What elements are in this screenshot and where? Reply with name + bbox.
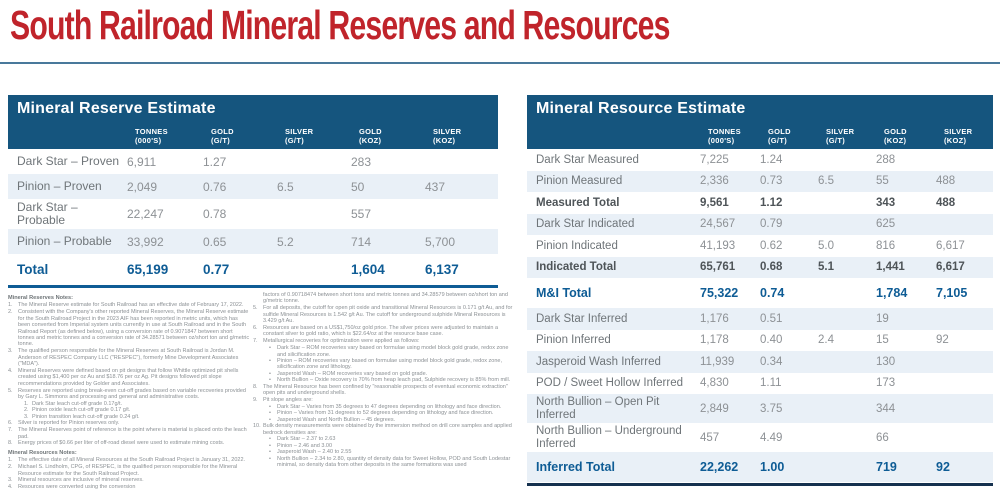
note-sub-marker: 3. xyxy=(24,413,29,420)
cell-value: 344 xyxy=(876,402,896,415)
column-header xyxy=(202,127,276,145)
note-sub-text: Pinion – Varies from 31 degrees to 52 degrees depending on lithology and face direction. xyxy=(277,410,494,417)
row-label: North Bullion – Open Pit Inferred xyxy=(536,396,660,421)
cell-value: 1,178 xyxy=(700,334,729,347)
note-item xyxy=(253,338,517,344)
note-number: 4. xyxy=(8,367,13,374)
cell-value: 343 xyxy=(876,196,896,209)
cell-value: 437 xyxy=(425,179,446,194)
note-sub-text: North Bullion – Oxide recovery is 70% from heap leach pad, Sulphide recovery is 85% from mill. xyxy=(277,377,511,384)
note-sub-text: Dark Star – 2.37 to 2.63 xyxy=(277,436,336,443)
note-number: 5. xyxy=(8,387,13,394)
cell-value: 7,225 xyxy=(700,153,729,166)
note-item xyxy=(253,325,517,338)
note-number: 1. xyxy=(8,457,13,464)
cell-value: 130 xyxy=(876,355,896,368)
column-header-unit: (G/T) xyxy=(211,135,230,145)
cell-value: 1.00 xyxy=(760,460,785,474)
cell-value: 488 xyxy=(936,196,956,209)
note-text: Bulk density measurements were obtained by the immersion method on drill core samples and applied bedrock densities are: xyxy=(263,423,512,436)
row-label: Dark Star – Proven xyxy=(17,154,120,168)
note-text: Pit slope angles are: xyxy=(263,397,313,403)
cell-value: 9,561 xyxy=(700,196,729,209)
column-header-unit: (G/T) xyxy=(285,135,304,145)
row-label: M&I Total xyxy=(536,285,592,300)
cell-value: 816 xyxy=(876,239,896,252)
table-row xyxy=(8,149,498,174)
note-sub-text: Dark Star – ROM recoveries vary based on formulae using model block gold grade, redox zone and silicification zone. xyxy=(277,345,509,358)
note-sub-text: Dark Star leach cut-off grade 0.17g/t. xyxy=(32,401,123,407)
cell-value: 24,567 xyxy=(700,218,736,231)
note-number: 8. xyxy=(253,383,258,390)
cell-value: 15 xyxy=(876,334,889,347)
note-item xyxy=(8,457,250,463)
cell-value: 0.74 xyxy=(760,286,785,300)
cell-value: 714 xyxy=(351,234,372,249)
column-header-unit: (KOZ) xyxy=(359,135,382,145)
cell-value: 1,784 xyxy=(876,286,908,300)
table-row xyxy=(527,452,993,482)
note-sub-marker: • xyxy=(269,358,271,365)
cell-value: 0.34 xyxy=(760,355,783,368)
cell-value: 1.24 xyxy=(760,153,783,166)
cell-value xyxy=(817,201,875,205)
mineral-reserve-table xyxy=(8,95,498,288)
note-sub-marker: • xyxy=(269,377,271,384)
cell-value: 0.73 xyxy=(760,175,783,188)
row-label: Dark Star Indicated xyxy=(536,218,635,230)
table-row xyxy=(527,192,993,214)
column-header-label: GOLD xyxy=(768,126,791,136)
note-number: 2. xyxy=(8,464,13,471)
cell-value: 50 xyxy=(351,179,365,194)
cell-value: 65,761 xyxy=(700,261,736,274)
note-text: Reserves are reported using break-even cut-off grades based on variable recoveries provided by Gary L. Simmons and processing and general and administrative costs. xyxy=(18,387,246,401)
cell-value: 19 xyxy=(876,312,889,325)
cell-value: 2,336 xyxy=(700,175,729,188)
column-header-unit: (KOZ) xyxy=(433,135,456,145)
note-text: Resources were converted using the conversion xyxy=(18,484,136,491)
cell-value: 0.76 xyxy=(203,179,227,194)
cell-value: 6,137 xyxy=(425,261,459,277)
note-sub-marker: • xyxy=(269,410,271,417)
note-number: 5. xyxy=(253,305,258,312)
note-number: 1. xyxy=(8,302,13,309)
column-header-label: SILVER xyxy=(826,126,855,136)
cell-value xyxy=(817,465,875,469)
cell-value: 65,199 xyxy=(127,261,169,277)
note-number: 10. xyxy=(253,423,261,430)
cell-value xyxy=(935,222,993,226)
note-item xyxy=(8,484,250,490)
cell-value: 5.1 xyxy=(818,261,834,274)
note-text: The Mineral Reserve estimate for South Railroad has an effective date of February 17, 2022. xyxy=(18,302,244,309)
note-text: The effective date of all Mineral Resources at the South Railroad Project is January 31, 2022. xyxy=(18,457,246,464)
note-number: 2. xyxy=(8,309,13,316)
cell-value: 719 xyxy=(876,460,897,474)
note-item xyxy=(8,464,250,477)
notes-column-1 xyxy=(8,292,250,491)
row-label: POD / Sweet Hollow Inferred xyxy=(536,377,684,389)
cell-value xyxy=(935,381,993,385)
table-row xyxy=(8,229,498,254)
note-sub-marker: • xyxy=(269,436,271,443)
row-label: Jasperoid Wash Inferred xyxy=(536,355,661,368)
cell-value: 55 xyxy=(876,175,889,188)
cell-value xyxy=(276,160,350,164)
column-header xyxy=(350,127,424,145)
column-header xyxy=(699,127,759,145)
cell-value: 4,830 xyxy=(700,377,729,390)
cell-value: 2.4 xyxy=(818,334,834,347)
cell-value: 457 xyxy=(700,431,720,444)
row-label: Pinion – Proven xyxy=(17,179,102,193)
notes-heading: Mineral Resources Notes: xyxy=(8,449,77,456)
note-number: 9. xyxy=(253,397,258,403)
cell-value: 0.77 xyxy=(203,261,230,277)
note-subitem xyxy=(269,456,517,469)
cell-value xyxy=(935,360,993,364)
note-number: 4. xyxy=(8,484,13,491)
note-sub-text: Dark Star – Varies from 35 degrees to 47 degrees depending on lithology and face direction. xyxy=(277,403,502,410)
cell-value: 5,700 xyxy=(425,234,456,249)
cell-value xyxy=(935,317,993,321)
note-item xyxy=(253,305,517,324)
cell-value: 4.49 xyxy=(760,431,783,444)
column-header-unit: (000'S) xyxy=(708,135,735,145)
note-text: Energy prices of $0.66 per liter of off-road diesel were used to estimate mining costs. xyxy=(18,440,225,447)
cell-value: 1,176 xyxy=(700,312,729,325)
note-number: 3. xyxy=(8,348,13,355)
cell-value: 6,911 xyxy=(127,154,157,169)
note-text: Mineral resources are inclusive of mineral reserves. xyxy=(18,477,144,484)
table-row xyxy=(527,171,993,193)
note-item xyxy=(8,368,250,387)
cell-value xyxy=(276,212,350,216)
table-row xyxy=(527,394,993,423)
column-header-label: SILVER xyxy=(944,126,973,136)
cell-value: 1.27 xyxy=(203,154,227,169)
cell-value: 0.65 xyxy=(203,234,227,249)
cell-value xyxy=(935,407,993,411)
note-text: Silver is reported for Pinion reserves only. xyxy=(18,420,120,427)
cell-value: 0.51 xyxy=(760,312,783,325)
cell-value xyxy=(817,158,875,162)
note-sub-text: Jasperoid Wash – ROM recoveries vary based on gold grade. xyxy=(277,370,428,377)
cell-value: 1,604 xyxy=(351,261,385,277)
table-row xyxy=(527,235,993,257)
column-header-unit: (KOZ) xyxy=(884,135,907,145)
cell-value: 1,441 xyxy=(876,261,905,274)
cell-value xyxy=(276,267,350,271)
cell-value: 92 xyxy=(936,460,950,474)
note-text: The Mineral Resource has been confined by "reasonable prospects of eventual economic extraction" open pits and underground shells. xyxy=(263,383,508,397)
note-sub-text: Pinion transition leach cut-off grade 0.24 g/t. xyxy=(32,413,140,420)
cell-value: 2,849 xyxy=(700,402,729,415)
column-header xyxy=(817,127,875,145)
note-item xyxy=(253,292,517,305)
note-text: For all deposits, the cutoff for open pit oxide and transitional Mineral Resources is 0.171 g/t Au, and for sulfide Mineral Resources is 1.542 g/t Au. The cutoff for underground sulphide Mineral Resources is 3.429 g/t Au. xyxy=(263,305,513,325)
note-sub-text: Pinion – 2.46 and 3.00 xyxy=(277,442,333,449)
cell-value: 22,247 xyxy=(127,207,164,221)
column-header xyxy=(424,127,498,145)
note-item xyxy=(253,423,517,436)
note-text: factors of 0.90718474 between short tons and metric tonnes and 34.28579 between oz/short ton and g/metric tonne. xyxy=(263,292,508,305)
note-sub-text: Pinion oxide leach cut-off grade 0.17 g/t. xyxy=(32,407,131,414)
table-row xyxy=(527,214,993,236)
note-sub-marker: 2. xyxy=(24,407,29,414)
note-subitem xyxy=(269,358,517,371)
cell-value: 0.78 xyxy=(203,207,227,221)
column-header-label: GOLD xyxy=(211,126,234,136)
row-label: Pinion Indicated xyxy=(536,239,618,252)
cell-value: 1.12 xyxy=(760,196,783,209)
table-row xyxy=(527,308,993,330)
note-item xyxy=(253,397,517,403)
column-header xyxy=(935,127,993,145)
cell-value xyxy=(817,291,875,295)
note-sub-marker: • xyxy=(269,403,271,410)
note-sub-marker: • xyxy=(269,455,271,462)
note-sub-text: Jasperoid Wash – 2.40 to 2.55 xyxy=(277,449,352,456)
note-number: 6. xyxy=(253,325,258,332)
cell-value: 0.40 xyxy=(760,334,783,347)
cell-value: 625 xyxy=(876,218,896,231)
cell-value: 92 xyxy=(936,334,949,347)
cell-value: 0.62 xyxy=(760,239,783,252)
cell-value: 0.68 xyxy=(760,261,783,274)
note-text: The qualified person responsible for the Mineral Reserves at South Railroad is Jordan M. Anderson of RESPEC Company LLC ("RESPEC"), formerly Mine Development Associates ("MDA"). xyxy=(18,348,239,368)
table-row xyxy=(527,351,993,373)
note-number xyxy=(253,292,263,305)
cell-value: 6,617 xyxy=(936,239,965,252)
note-text: The Mineral Reserves point of reference is the point where is material is placed onto the leach pad. xyxy=(18,427,247,440)
note-number: 8. xyxy=(8,440,13,447)
column-header-label: SILVER xyxy=(433,126,462,136)
cell-value: 6.5 xyxy=(818,175,834,188)
note-item xyxy=(8,388,250,401)
note-number: 7. xyxy=(8,427,13,434)
note-item xyxy=(8,427,250,440)
cell-value: 288 xyxy=(876,153,896,166)
column-header xyxy=(276,127,350,145)
table-row xyxy=(527,330,993,352)
row-label: Pinion Inferred xyxy=(536,334,611,346)
table-bottom-border xyxy=(527,483,993,486)
row-label: Dark Star Measured xyxy=(536,153,639,166)
table-title: Mineral Reserve Estimate xyxy=(8,95,498,122)
row-label: Dark Star – Probable xyxy=(17,200,78,227)
table-row xyxy=(527,373,993,395)
cell-value xyxy=(935,436,993,440)
table-row xyxy=(8,174,498,199)
cell-value xyxy=(424,212,498,216)
column-header-label: GOLD xyxy=(884,126,907,136)
note-number: 7. xyxy=(253,338,258,345)
cell-value xyxy=(935,158,993,162)
row-label: Dark Star Inferred xyxy=(536,312,628,325)
cell-value: 6.5 xyxy=(277,179,294,194)
column-header-label: TONNES xyxy=(135,126,168,136)
notes-column-2 xyxy=(253,292,517,468)
table-row xyxy=(8,199,498,229)
notes-heading: Mineral Reserves Notes: xyxy=(8,295,73,301)
note-text: Metallurgical recoveries for optimization were applied as follows: xyxy=(263,338,420,345)
table-row xyxy=(527,257,993,279)
row-label: Measured Total xyxy=(536,196,620,209)
note-number: 6. xyxy=(8,420,13,427)
row-label: North Bullion – Underground Inferred xyxy=(536,425,682,450)
table-row xyxy=(527,423,993,452)
note-sub-marker: • xyxy=(269,345,271,352)
note-sub-marker: 1. xyxy=(24,401,29,407)
cell-value: 22,262 xyxy=(700,460,739,474)
column-header xyxy=(759,127,817,145)
cell-value: 33,992 xyxy=(127,234,164,249)
cell-value: 173 xyxy=(876,377,896,390)
column-header-label: SILVER xyxy=(285,126,314,136)
table-title: Mineral Resource Estimate xyxy=(527,95,993,122)
note-sub-marker: • xyxy=(269,416,271,423)
mineral-resource-table xyxy=(527,95,993,486)
note-sub-text: North Bullion – 2.34 to 2.80, quantity of density data for Sweet Hollow, POD and South Lodestar minimal, so density data from other deposits in the same formations was used xyxy=(277,455,511,469)
cell-value xyxy=(817,407,875,411)
cell-value: 283 xyxy=(351,154,372,169)
note-item xyxy=(8,420,250,426)
note-sub-marker: • xyxy=(269,370,271,377)
note-text: Mineral Reserves were defined based on pit designs that follow Whittle optimized pit shells created using $1,400 per oz Au and $18.76 per oz Ag. Pit designs followed pit slope recommendations provided by Golder and Associates. xyxy=(18,367,239,387)
cell-value xyxy=(424,160,498,164)
row-label: Pinion Measured xyxy=(536,175,623,187)
column-header xyxy=(126,127,202,145)
cell-value: 5.2 xyxy=(277,234,294,249)
row-label: Indicated Total xyxy=(536,261,617,273)
row-label: Total xyxy=(17,261,49,277)
column-header-unit: (G/T) xyxy=(768,135,787,145)
note-item xyxy=(8,440,250,446)
note-item xyxy=(8,348,250,367)
note-sub-marker: • xyxy=(269,449,271,456)
table-row xyxy=(527,278,993,308)
cell-value: 7,105 xyxy=(936,286,968,300)
cell-value xyxy=(817,360,875,364)
table-bottom-border xyxy=(8,285,498,288)
cell-value: 2,049 xyxy=(127,179,158,194)
note-item xyxy=(8,477,250,483)
note-item xyxy=(253,384,517,397)
table-row xyxy=(527,149,993,171)
cell-value: 3.75 xyxy=(760,402,783,415)
note-number: 3. xyxy=(8,477,13,484)
page-title: South Railroad Mineral Reserves and Resources xyxy=(10,2,670,48)
table-row xyxy=(8,254,498,284)
cell-value xyxy=(817,381,875,385)
note-text: Michael S. Lindholm, CPG, of RESPEC, is the qualified person responsible for the Mineral Resource estimate for the South Railroad Project. xyxy=(18,464,238,477)
cell-value: 6,617 xyxy=(936,261,965,274)
column-header-unit: (000'S) xyxy=(135,135,162,145)
title-divider-line xyxy=(0,62,1000,64)
note-text: Resources are based on a US$1,750/oz gold price. The silver prices were adjusted to maintain a constant silver to gold ratio, which is $22.64/oz at the resource base case. xyxy=(263,325,499,338)
note-text: Consistent with the Company's other reported Mineral Reserves, the Mineral Reserve estimate for the South Railroad Project in the 2023 AIF has been reported in metric units, which has been converted from Imperial system units currently in use at South Railroad and in the South Railroad Report (as defined below), using a conversion rate of 0.9071847 between short tonnes and metric tonnes and a conversion rate of 34.28571 between oz/short ton and g/metric tonne. xyxy=(18,309,250,348)
cell-value xyxy=(817,222,875,226)
cell-value: 75,322 xyxy=(700,286,739,300)
note-item xyxy=(8,302,250,308)
note-item xyxy=(8,309,250,347)
note-sub-marker: • xyxy=(269,442,271,449)
column-header-row xyxy=(8,122,498,149)
column-header-unit: (KOZ) xyxy=(944,135,967,145)
cell-value: 488 xyxy=(936,175,956,188)
note-subitem xyxy=(269,345,517,358)
cell-value: 557 xyxy=(351,207,372,221)
cell-value: 66 xyxy=(876,431,889,444)
column-header-row xyxy=(527,122,993,149)
row-label: Pinion – Probable xyxy=(17,234,112,248)
column-header xyxy=(875,127,935,145)
column-header-label: GOLD xyxy=(359,126,382,136)
note-sub-text: Jasperoid Wash and North Bullion – 45 degrees. xyxy=(277,416,396,423)
cell-value xyxy=(817,317,875,321)
cell-value: 41,193 xyxy=(700,239,736,252)
note-sub-text: Pinion – ROM recoveries vary based on formulae using model block gold grade, redox zone, silicification zone and lithology. xyxy=(277,358,503,371)
column-header-unit: (G/T) xyxy=(826,135,845,145)
cell-value: 5.0 xyxy=(818,239,834,252)
cell-value: 1.11 xyxy=(760,377,782,390)
cell-value: 0.79 xyxy=(760,218,783,231)
cell-value xyxy=(817,436,875,440)
column-header-label: TONNES xyxy=(708,126,741,136)
cell-value: 11,939 xyxy=(700,355,735,368)
row-label: Inferred Total xyxy=(536,459,615,474)
